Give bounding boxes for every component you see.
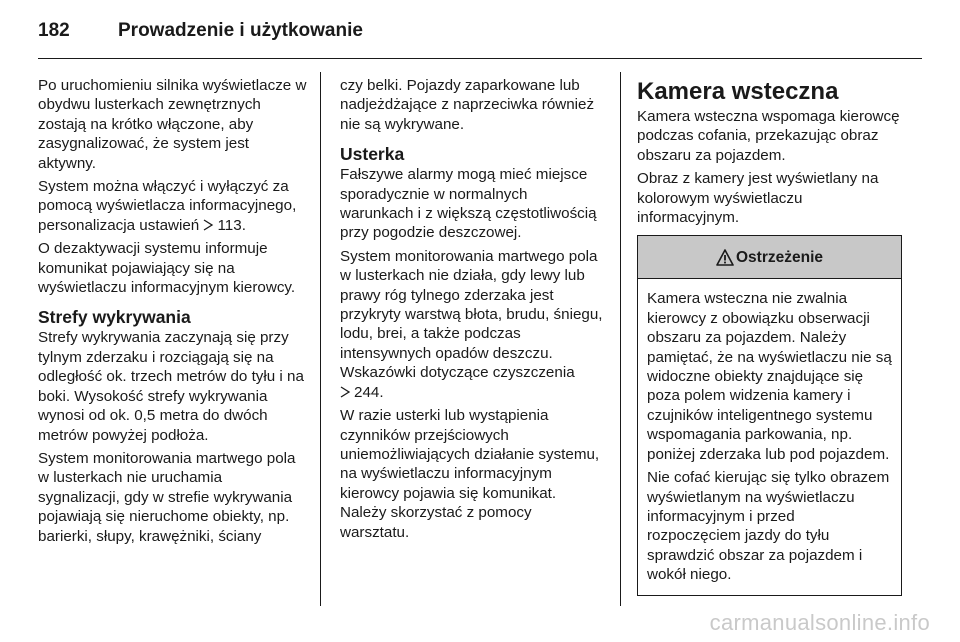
page-reference[interactable]: 113. xyxy=(217,216,246,234)
warning-box xyxy=(637,235,902,595)
warning-body xyxy=(638,279,901,594)
paragraph: Kamera wsteczna wspomaga kierowcę podczas cofania, przekazując obraz obszaru za pojazdem. xyxy=(637,108,900,164)
page-reference[interactable]: 244. xyxy=(354,383,384,401)
column-divider-1 xyxy=(320,72,321,606)
warning-paragraph: Nie cofać kierując się tylko obrazem wyświetlanym na wyświetlaczu informacyjnym i przed rozpoczęciem jazdy do tyłu sprawdzić obszar za pojazdem i wokół niego. xyxy=(647,469,890,584)
page-number: 182 xyxy=(38,20,70,41)
paragraph: czy belki. Pojazdy zaparkowane lub nadjeżdżające z naprzeciwka również nie są wykrywane. xyxy=(340,77,595,133)
paragraph: Fałszywe alarmy mogą mieć miejsce sporadycznie w normalnych warunkach i z większą częstotliwością przy pogodzie deszczowej. xyxy=(340,166,597,242)
paragraph xyxy=(38,177,308,235)
paragraph: Obraz z kamery jest wyświetlany na kolorowym wyświetlaczu informacyjnym. xyxy=(637,170,879,227)
warning-header xyxy=(638,236,901,279)
column-3 xyxy=(637,79,902,596)
column-1 xyxy=(38,76,308,550)
section-heading: Strefy wykrywania xyxy=(38,307,191,328)
warning-paragraph: Kamera wsteczna nie zwalnia kierowcy z obowiązku obserwacji obszaru za pojazdem. Należy pamiętać, że na wyświetlaczu nie są widoczne obiekty znajdujące się poza polem widzenia kamery i czujników inteligentnego systemu wspomagania parkowania, np. poniżej zderzaka lub pod pojazdem. xyxy=(647,290,892,463)
page-reference-icon xyxy=(203,219,214,231)
warning-title: Ostrzeżenie xyxy=(735,248,823,266)
column-2 xyxy=(340,76,605,546)
paragraph: O dezaktywacji systemu informuje komunikat pojawiający się na wyświetlaczu informacyjnym kierowcy. xyxy=(38,240,296,297)
paragraph-text: System można włączyć i wyłączyć za pomocą wyświetlacza informacyjnego, personalizacja ustawień xyxy=(38,178,297,234)
paragraph: Po uruchomieniu silnika wyświetlacze w obydwu lusterkach zewnętrznych zostają na krótko włączone, aby zasygnalizować, że system jest aktywny. xyxy=(38,77,307,172)
paragraph xyxy=(340,247,605,402)
column-divider-2 xyxy=(620,72,621,606)
section-heading: Kamera wsteczna xyxy=(637,78,839,105)
warning-icon xyxy=(716,249,734,266)
paragraph-text: System monitorowania martwego pola w lusterkach nie działa, gdy lewy lub prawy róg tylnego zderzaka jest przykryty warstwą błota, brudu, śniegu, lodu, brei, a także podczas intensywnych opadów deszczu. Wskazówki dotyczące czyszczenia xyxy=(340,247,603,382)
page-header xyxy=(38,14,363,48)
page-reference-icon xyxy=(340,386,351,398)
watermark: carmanualsonline.info xyxy=(709,610,930,635)
page-title: Prowadzenie i użytkowanie xyxy=(118,20,363,41)
section-heading: Usterka xyxy=(340,144,405,165)
paragraph: Strefy wykrywania zaczynają się przy tylnym zderzaku i rozciągają się na odległość ok. trzech metrów do tyłu i na boki. Wysokość strefy wykrywania wynosi od ok. 0,5 metra do dwóch metrów powyżej podłoża. xyxy=(38,329,304,444)
header-divider xyxy=(38,58,922,59)
paragraph: W razie usterki lub wystąpienia czynników przejściowych uniemożliwiających działanie systemu, na wyświetlaczu informacyjnym kierowcy pojawia się komunikat. Należy skorzystać z pomocy warsztatu. xyxy=(340,407,600,541)
paragraph: System monitorowania martwego pola w lusterkach nie uruchamia sygnalizacji, gdy w strefie wykrywania pojawiają się nieruchome obiekty, np. barierki, słupy, krawężniki, ściany xyxy=(38,449,296,545)
